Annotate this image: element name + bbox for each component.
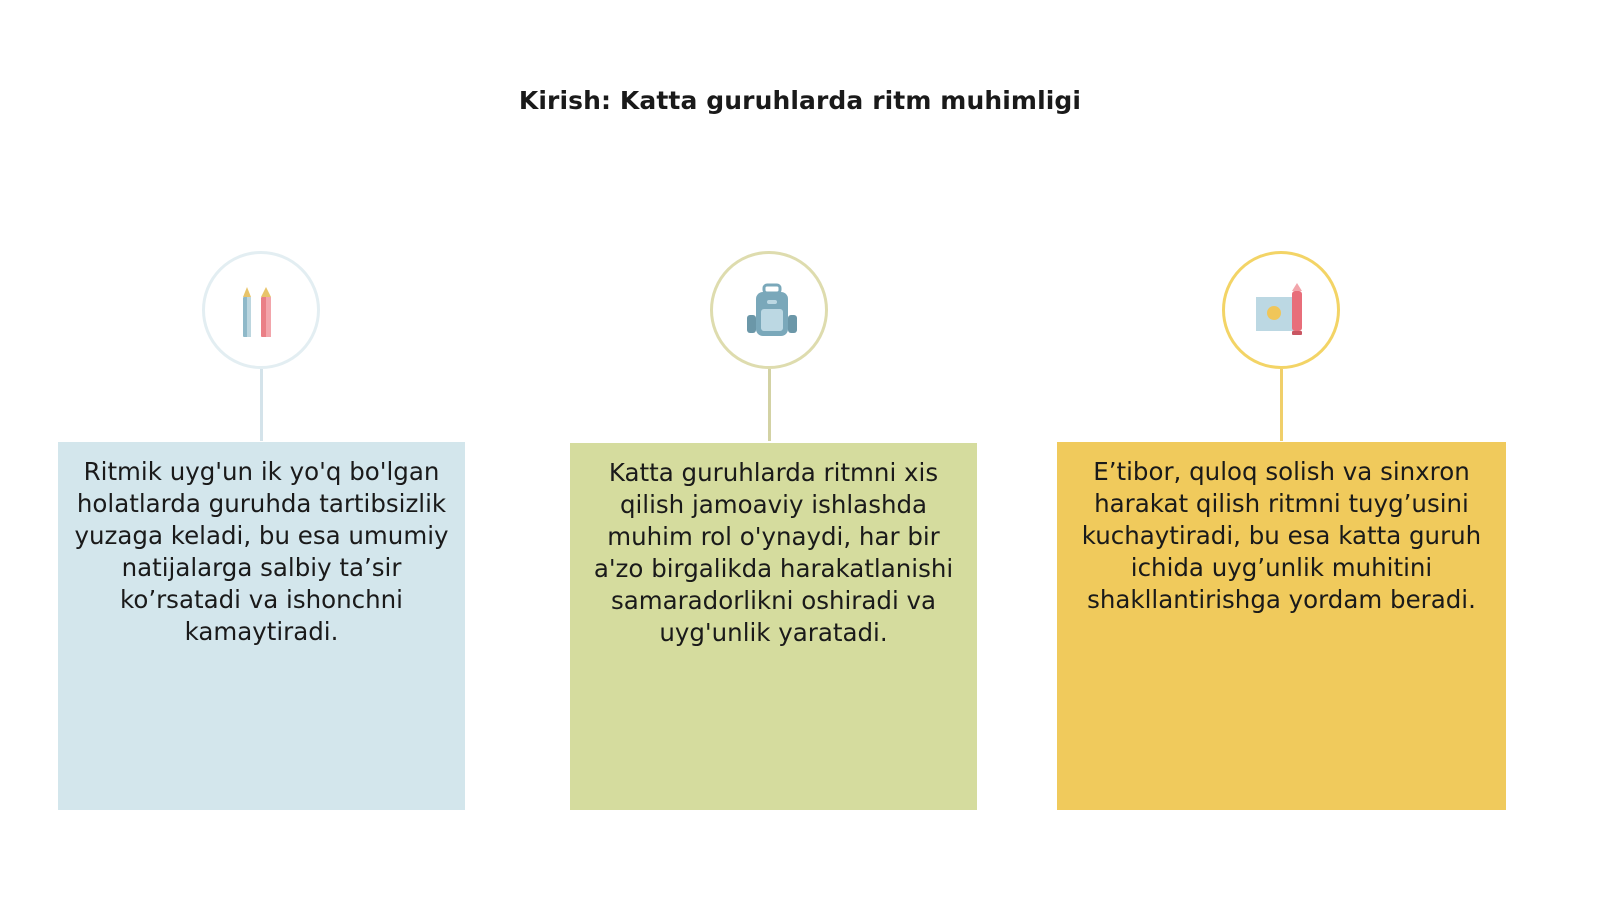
backpack-icon-circle	[710, 251, 828, 369]
pencils-icon-circle	[202, 251, 320, 369]
picture-and-crayon-icon-circle	[1222, 251, 1340, 369]
connector-line	[1280, 369, 1283, 441]
connector-line	[260, 369, 263, 441]
card-text: E’tibor, quloq solish va sinxron harakat qilish ritmni tuyg’usini kuchaytiradi, bu esa katta guruh ichida uyg’unlik muhitini shakllantirishga yordam beradi.	[1081, 457, 1482, 614]
info-card	[570, 443, 977, 810]
backpack-icon	[742, 283, 802, 343]
connector-line	[768, 369, 771, 441]
picture-and-crayon-icon	[1254, 283, 1314, 343]
info-card	[58, 442, 465, 810]
card-text: Katta guruhlarda ritmni xis qilish jamoaviy ishlashda muhim rol o'ynaydi, har bir a'zo birgalikda harakatlanishi samaradorlikni oshiradi va uyg'unlik yaratadi.	[593, 458, 954, 647]
info-card	[1057, 442, 1506, 810]
pencils-icon	[234, 283, 294, 343]
card-text: Ritmik uyg'un ik yo'q bo'lgan holatlarda guruhda tartibsizlik yuzaga keladi, bu esa umumiy natijalarga salbiy ta’sir ko’rsatadi va ishonchni kamaytiradi.	[74, 457, 449, 646]
page-title: Kirish: Katta guruhlarda ritm muhimligi	[518, 86, 1082, 115]
